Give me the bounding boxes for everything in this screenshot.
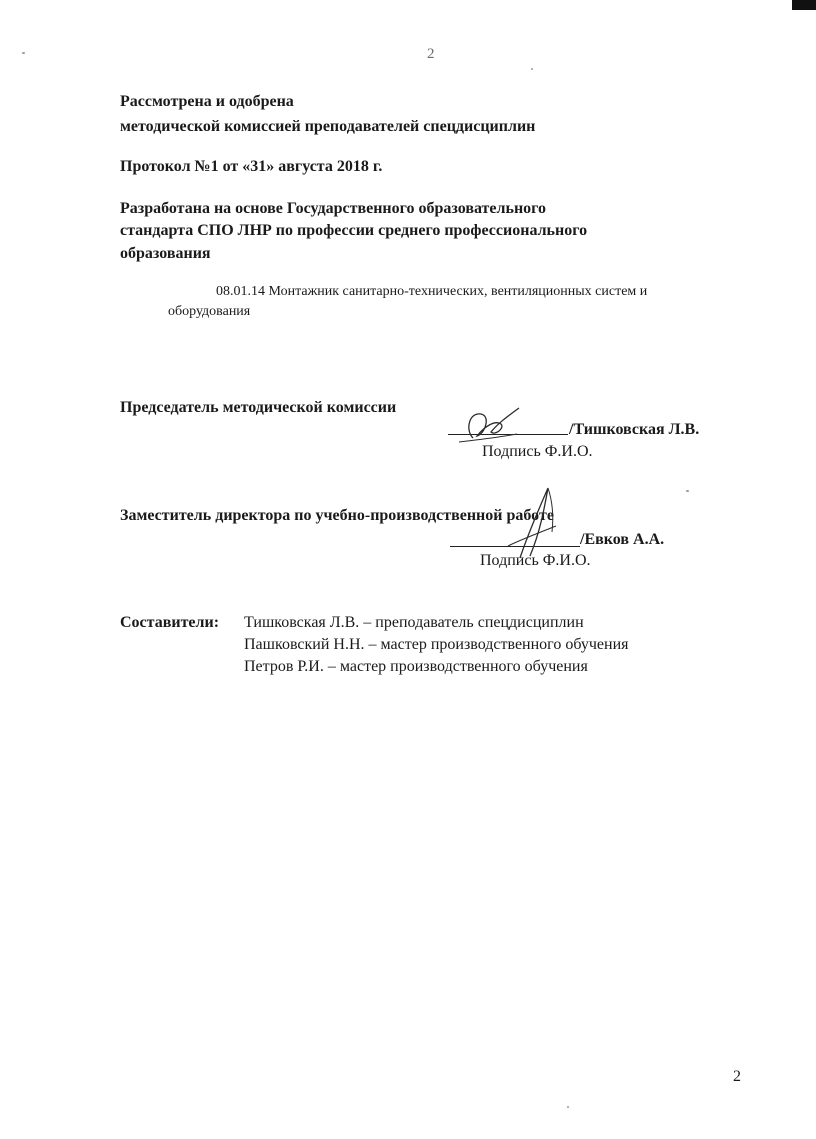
- authors-label: Составители:: [120, 614, 220, 631]
- profession-line-2: оборудования: [168, 304, 251, 319]
- basis-line-2: стандарта СПО ЛНР по профессии среднего профессионального: [120, 222, 588, 239]
- chair-name: /Тишковская Л.В.: [569, 421, 700, 438]
- basis-line-3: образования: [120, 245, 211, 262]
- basis-line-1: Разработана на основе Государственного образовательного: [120, 200, 547, 217]
- profession-line-1: 08.01.14 Монтажник санитарно-технических, вентиляционных систем и: [216, 284, 648, 299]
- footer-page-number: 2: [733, 1068, 741, 1085]
- chair-title: Председатель методической комиссии: [120, 399, 397, 416]
- deputy-caption: Подпись Ф.И.О.: [480, 552, 591, 569]
- approval-line-1: Рассмотрена и одобрена: [120, 93, 294, 110]
- deputy-title: Заместитель директора по учебно-производственной работе: [120, 507, 554, 524]
- scan-speck: [531, 68, 533, 70]
- author-item: Петров Р.И. – мастер производственного обучения: [244, 658, 588, 675]
- scan-speck: [22, 52, 25, 54]
- scan-speck: [686, 490, 689, 492]
- author-item: Тишковская Л.В. – преподаватель спецдисциплин: [244, 614, 584, 631]
- protocol-text: Протокол №1 от «31» августа 2018 г.: [120, 158, 383, 175]
- deputy-name: /Евков А.А.: [580, 531, 665, 548]
- author-item: Пашковский Н.Н. – мастер производственного обучения: [244, 636, 629, 653]
- chair-caption: Подпись Ф.И.О.: [482, 443, 593, 460]
- header-page-number: 2: [427, 46, 435, 62]
- scan-speck: [567, 1106, 569, 1108]
- approval-line-2: методической комиссией преподавателей спецдисциплин: [120, 118, 536, 135]
- scan-edge-mark: [792, 0, 816, 10]
